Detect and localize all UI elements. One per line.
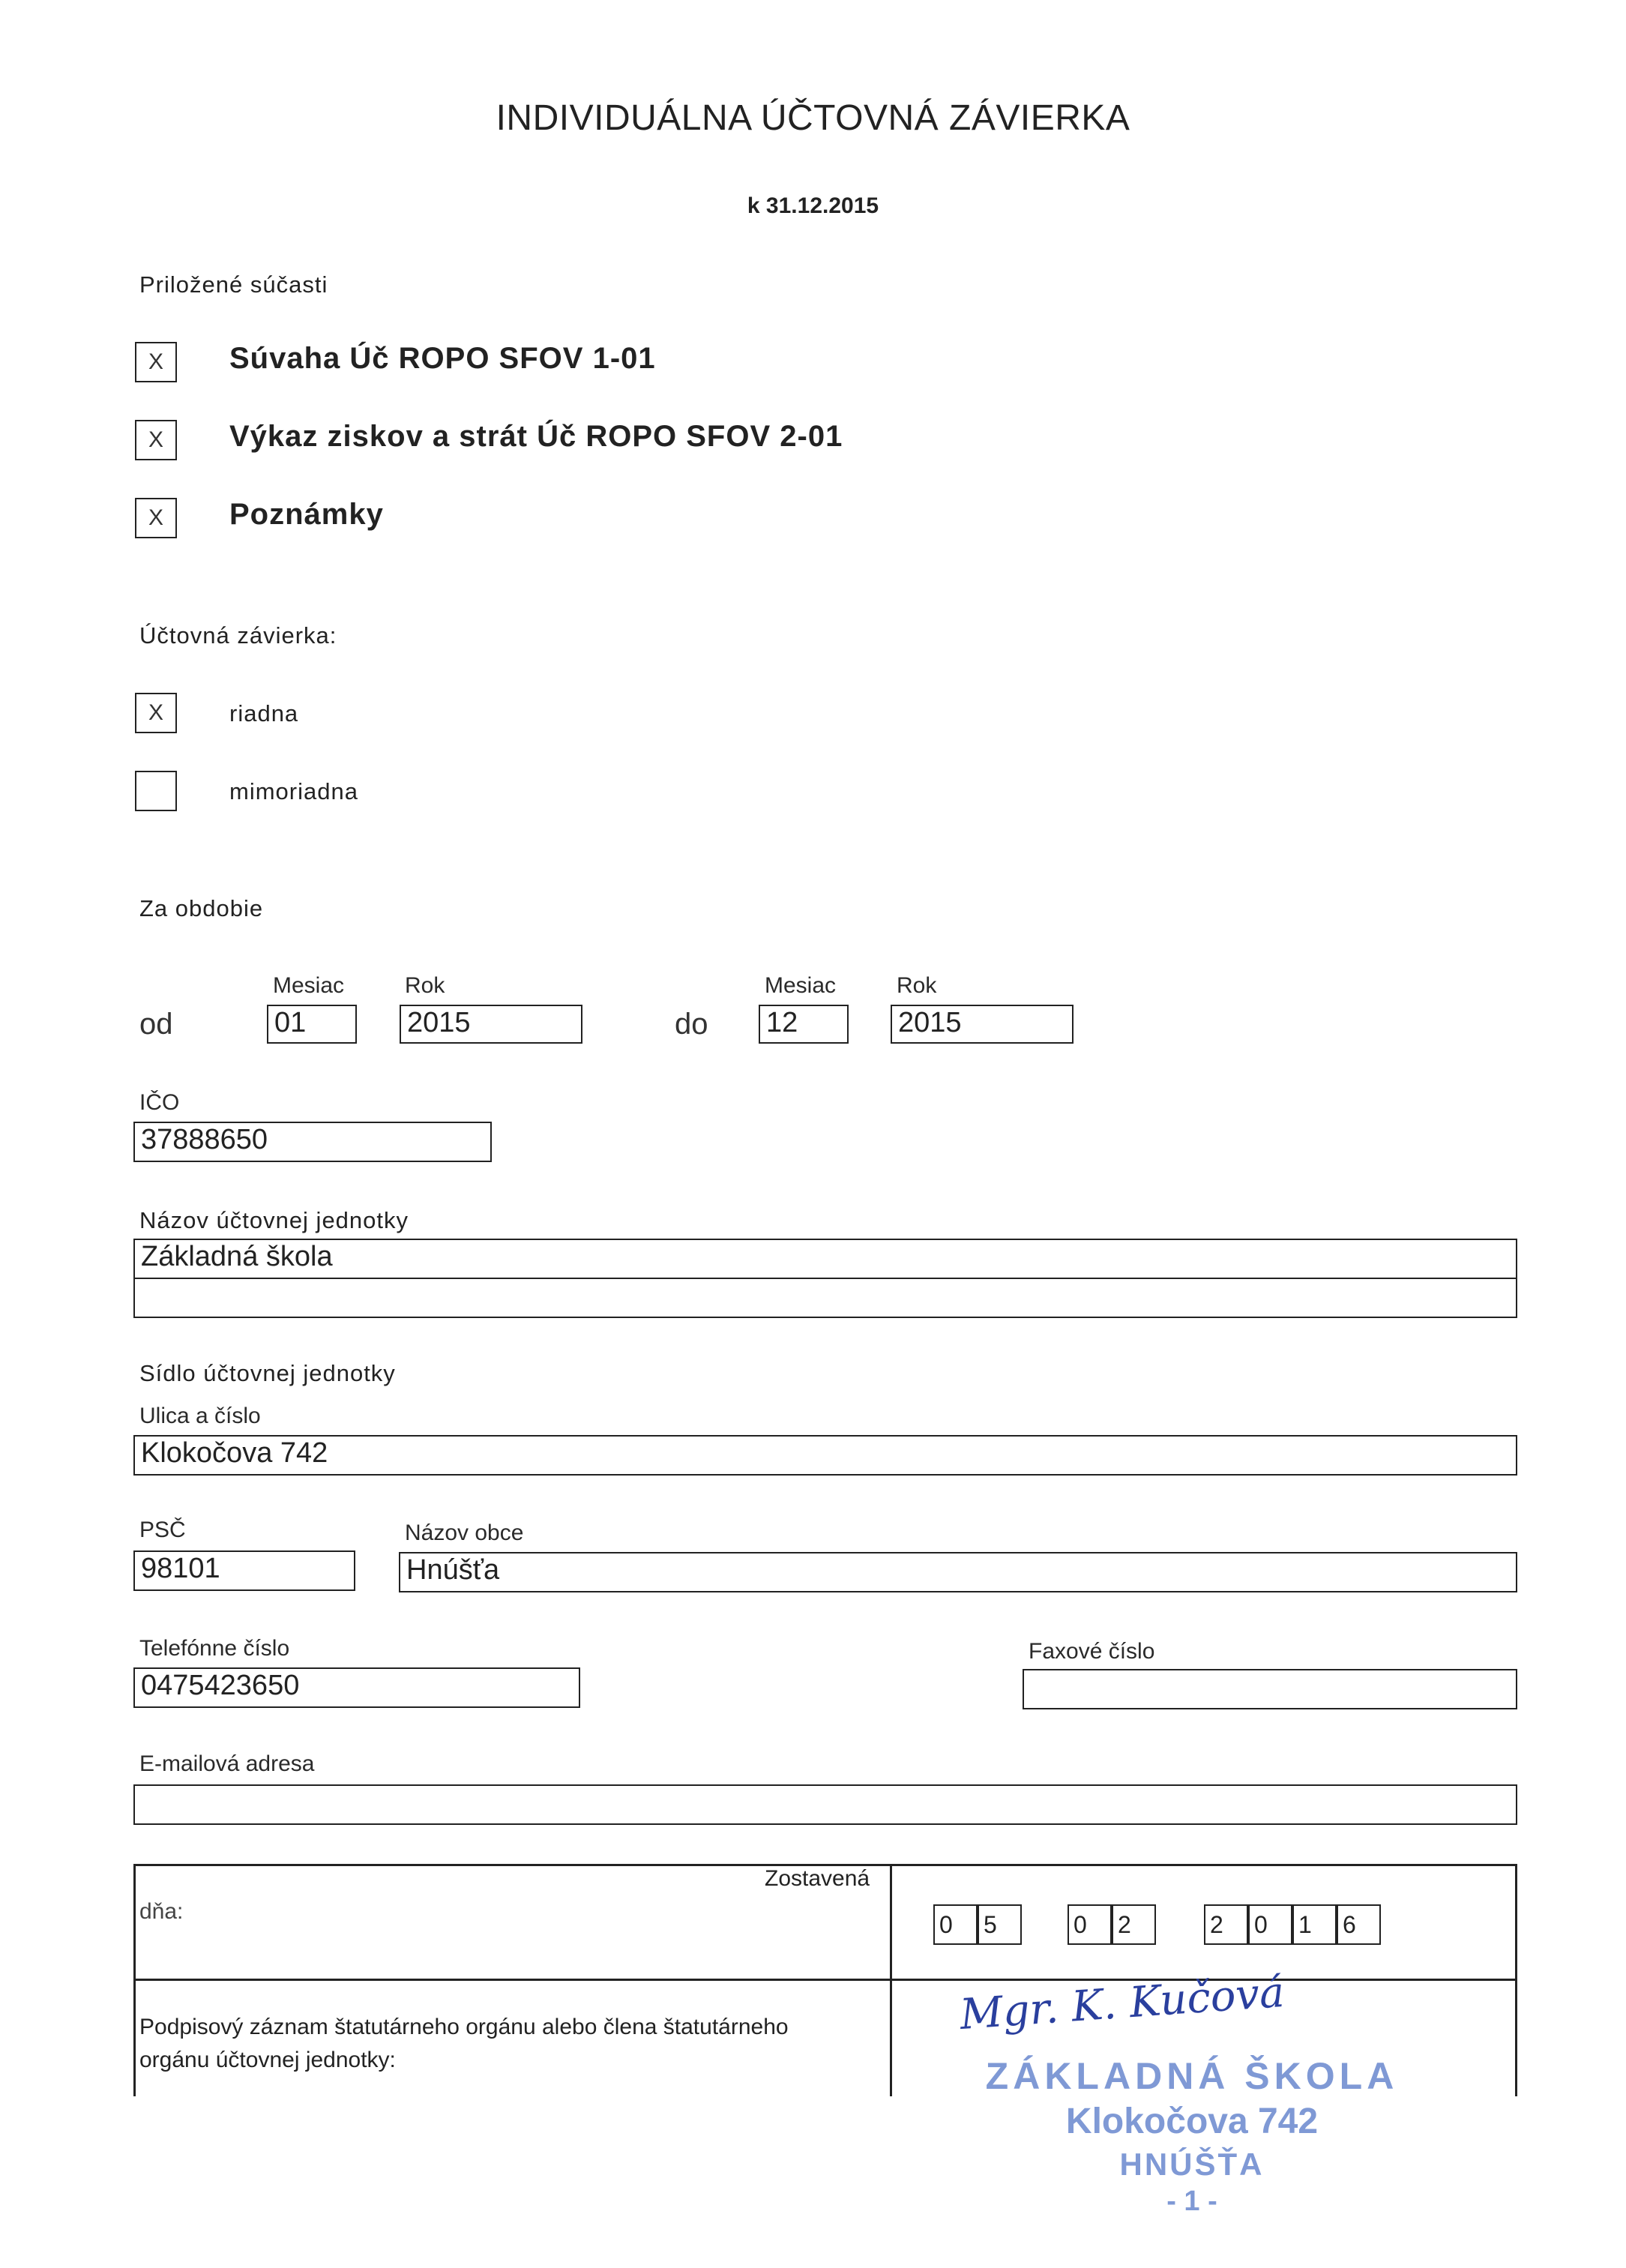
- checkbox-extraordinary[interactable]: [135, 771, 177, 811]
- document-title: INDIVIDUÁLNA ÚČTOVNÁ ZÁVIERKA: [496, 98, 1130, 138]
- from-label: od: [139, 1008, 173, 1041]
- date-digit-day-2[interactable]: 5: [978, 1904, 1022, 1945]
- address-heading: Sídlo účtovnej jednotky: [139, 1360, 396, 1386]
- from-month-input[interactable]: 01: [267, 1005, 357, 1044]
- document-date: k 31.12.2015: [747, 193, 879, 218]
- label-profit-loss: Výkaz ziskov a strát Úč ROPO SFOV 2-01: [229, 420, 843, 453]
- street-label: Ulica a číslo: [139, 1404, 261, 1428]
- handwritten-signature: Mgr. K. Kučová: [958, 1967, 1286, 2040]
- to-year-label: Rok: [897, 973, 937, 998]
- date-digit-month-1[interactable]: 0: [1068, 1904, 1112, 1945]
- date-digit-year-3[interactable]: 1: [1292, 1904, 1337, 1945]
- ico-label: IČO: [139, 1090, 180, 1115]
- phone-input[interactable]: 0475423650: [133, 1667, 580, 1708]
- psc-input[interactable]: 98101: [133, 1550, 355, 1591]
- street-input[interactable]: Klokočova 742: [133, 1435, 1517, 1476]
- checkbox-notes[interactable]: X: [135, 498, 177, 538]
- entity-name-input-line1[interactable]: Základná škola: [133, 1239, 1517, 1279]
- from-year-input[interactable]: 2015: [400, 1005, 582, 1044]
- stamp-line-1: ZÁKLADNÁ ŠKOLA: [985, 2055, 1399, 2097]
- date-digit-year-4[interactable]: 6: [1337, 1904, 1381, 1945]
- to-month-input[interactable]: 12: [759, 1005, 849, 1044]
- date-digit-month-2[interactable]: 2: [1112, 1904, 1156, 1945]
- entity-name-label: Názov účtovnej jednotky: [139, 1207, 409, 1233]
- components-heading: Priložené súčasti: [139, 271, 328, 298]
- period-heading: Za obdobie: [139, 895, 264, 921]
- date-digit-day-1[interactable]: 0: [933, 1904, 978, 1945]
- email-input[interactable]: [133, 1784, 1517, 1825]
- from-year-label: Rok: [405, 973, 445, 998]
- phone-label: Telefónne číslo: [139, 1636, 290, 1661]
- from-month-label: Mesiac: [273, 973, 345, 998]
- city-label: Názov obce: [405, 1520, 524, 1545]
- stamp-line-3: HNÚŠŤA: [1119, 2147, 1265, 2182]
- fax-label: Faxové číslo: [1029, 1639, 1155, 1664]
- to-month-label: Mesiac: [765, 973, 837, 998]
- to-year-input[interactable]: 2015: [891, 1005, 1074, 1044]
- to-label: do: [675, 1008, 708, 1041]
- checkbox-balance-sheet[interactable]: X: [135, 342, 177, 382]
- ico-input[interactable]: 37888650: [133, 1122, 492, 1162]
- date-digit-year-1[interactable]: 2: [1204, 1904, 1248, 1945]
- stamp-line-4: - 1 -: [1166, 2186, 1217, 2217]
- label-notes: Poznámky: [229, 498, 384, 531]
- email-label: E-mailová adresa: [139, 1751, 315, 1776]
- school-stamp: [915, 2054, 1469, 2218]
- date-digit-year-2[interactable]: 0: [1248, 1904, 1292, 1945]
- compiled-label: Zostavená: [765, 1866, 870, 1891]
- label-regular: riadna: [229, 700, 299, 727]
- checkbox-profit-loss[interactable]: X: [135, 420, 177, 460]
- label-extraordinary: mimoriadna: [229, 778, 358, 804]
- psc-label: PSČ: [139, 1517, 186, 1542]
- compiled-date-label: dňa:: [139, 1899, 184, 1924]
- signature-label: Podpisový záznam štatutárneho orgánu alebo člena štatutárneho orgánu účtovnej jednotky:: [139, 2015, 789, 2072]
- city-input[interactable]: Hnúšťa: [399, 1552, 1517, 1592]
- entity-name-input-line2[interactable]: [133, 1278, 1517, 1318]
- stamp-line-2: Klokočova 742: [1065, 2102, 1319, 2141]
- checkbox-regular[interactable]: X: [135, 693, 177, 733]
- statement-type-heading: Účtovná závierka:: [139, 622, 337, 649]
- label-balance-sheet: Súvaha Úč ROPO SFOV 1-01: [229, 342, 656, 375]
- fax-input[interactable]: [1023, 1669, 1517, 1709]
